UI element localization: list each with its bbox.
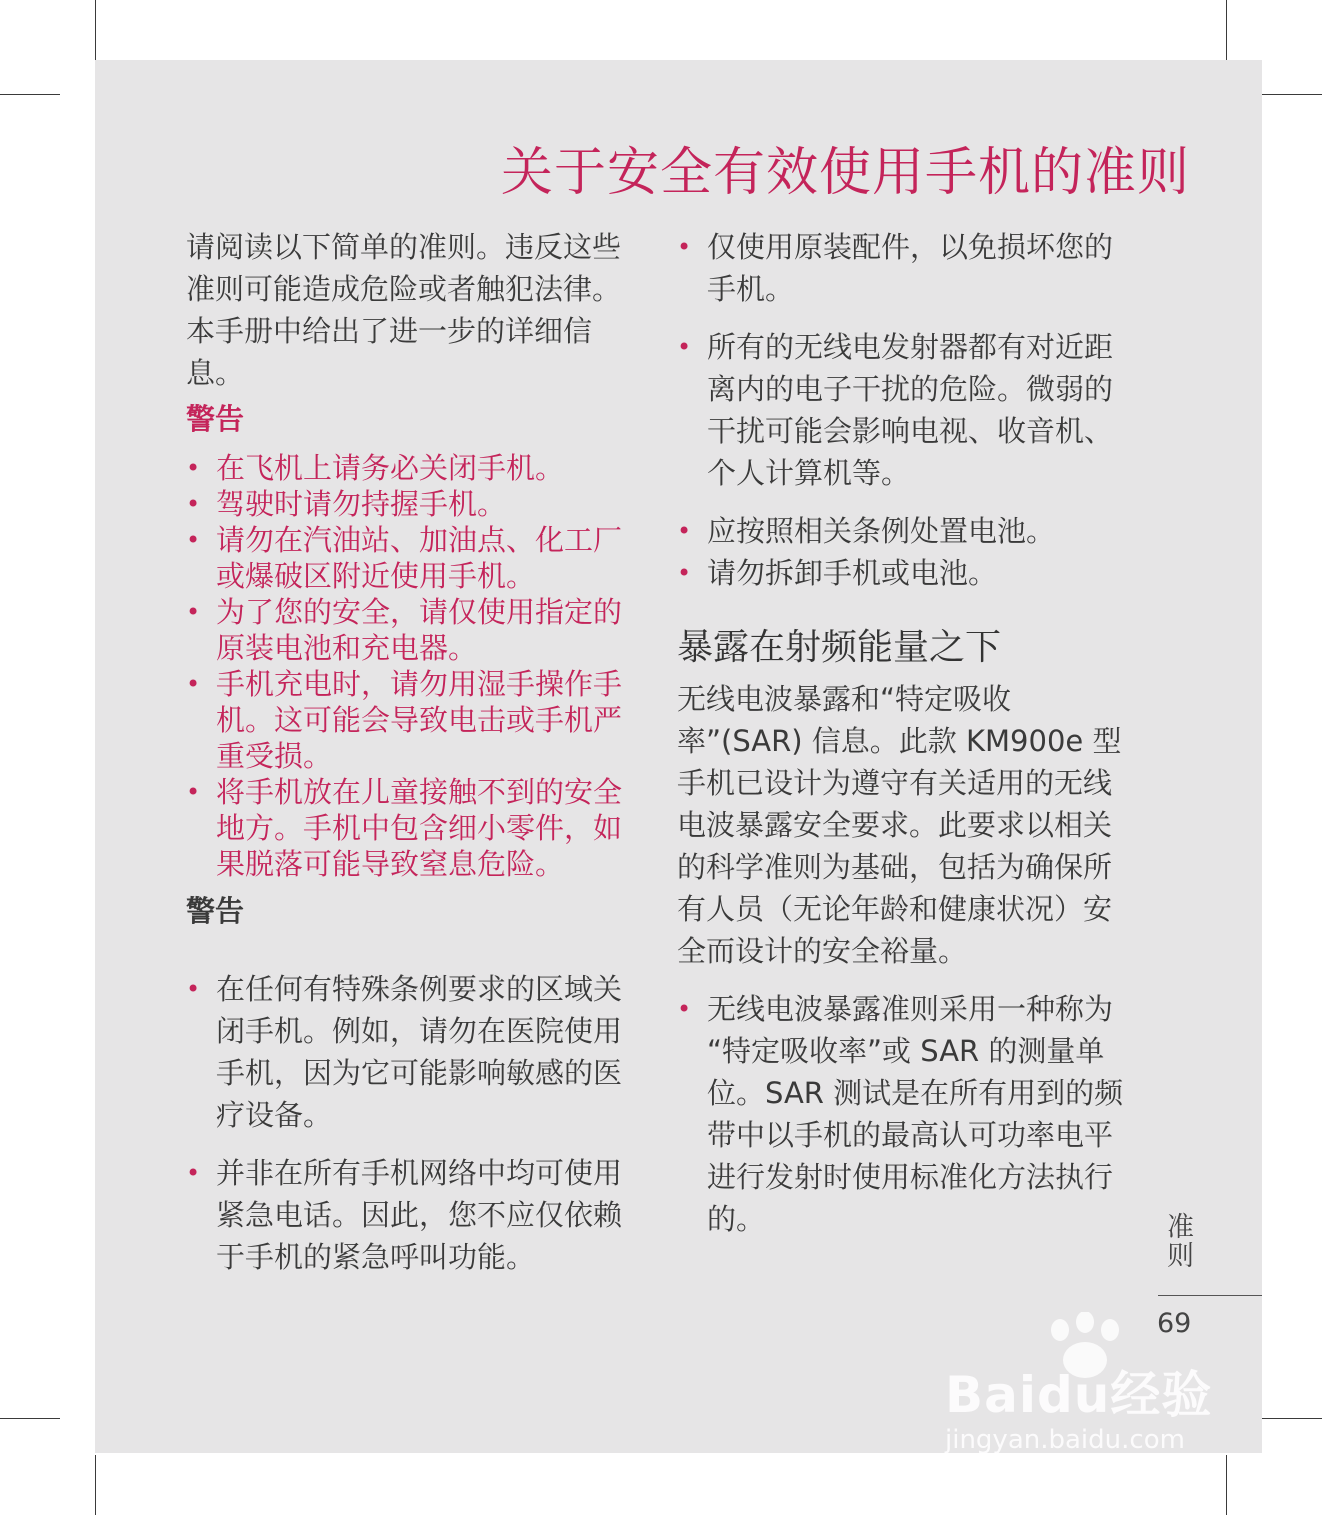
list-item: • 将手机放在儿童接触不到的安全地方。手机中包含细小零件，如果脱落可能导致窒息危险。: [186, 775, 623, 881]
bullet-icon: •: [186, 490, 201, 518]
list-item: • 所有的无线电发射器都有对近距离内的电子干扰的危险。微弱的干扰可能会影响电视、收音机、个人计算机等。: [677, 326, 1127, 494]
crop-mark: [1262, 94, 1322, 95]
bullet-icon: •: [186, 670, 201, 698]
list-item: • 应按照相关条例处置电池。: [677, 510, 1127, 552]
rf-list: [677, 988, 1127, 1240]
list-item: • 并非在所有手机网络中均可使用紧急电话。因此，您不应仅依赖于手机的紧急呼叫功能。: [186, 1152, 641, 1278]
bullet-icon: •: [186, 598, 201, 626]
list-item: • 手机充电时，请勿用湿手操作手机。这可能会导致电击或手机严重受损。: [186, 667, 623, 773]
crop-mark: [1226, 0, 1227, 60]
bullet-icon: •: [677, 233, 692, 261]
watermark-logo: Baidu经验: [945, 1366, 1213, 1424]
crop-mark: [0, 1418, 60, 1419]
page-number: 69: [1157, 1308, 1192, 1339]
crop-mark: [0, 94, 60, 95]
rf-paragraph: 无线电波暴露和“特定吸收率”(SAR) 信息。此款 KM900e 型手机已设计为遵守有关适用的无线电波暴露安全要求。此要求以相关的科学准则为基础，包括为确保所有人员（无论年龄和健康状况）安全而设计的安全裕量。: [677, 682, 1122, 968]
page-title: 关于安全有效使用手机的准则: [500, 143, 1190, 203]
bullet-icon: •: [186, 1159, 201, 1187]
list-item: • 请勿在汽油站、加油点、化工厂或爆破区附近使用手机。: [186, 523, 623, 593]
warning-heading: 警告: [186, 402, 245, 436]
list-item: • 为了您的安全，请仅使用指定的原装电池和充电器。: [186, 595, 623, 665]
chapter-label: 准则: [1162, 1212, 1193, 1270]
bullet-icon: •: [186, 778, 201, 806]
left-column: [186, 226, 641, 1294]
intro-paragraph: 请阅读以下简单的准则。违反这些准则可能造成危险或者触犯法律。本手册中给出了进一步的详细信息。: [186, 230, 622, 390]
list-item: • 在任何有特殊条例要求的区域关闭手机。例如，请勿在医院使用手机，因为它可能影响敏感的医疗设备。: [186, 968, 641, 1136]
crop-mark: [1226, 1455, 1227, 1515]
bullet-icon: •: [186, 526, 201, 554]
list-item: • 在飞机上请务必关闭手机。: [186, 451, 565, 485]
list-item: • 无线电波暴露准则采用一种称为 “特定吸收率”或 SAR 的测量单位。SAR 测试是在所有用到的频带中以手机的最高认可功率电平进行发射时使用标准化方法执行的。: [677, 988, 1127, 1240]
bullet-icon: •: [186, 454, 201, 482]
bullet-icon: •: [677, 517, 692, 545]
section-title: 暴露在射频能量之下: [677, 627, 1002, 668]
list-item: • 仅使用原装配件，以免损坏您的手机。: [677, 226, 1127, 310]
watermark-url: jingyan.baidu.com: [945, 1425, 1185, 1455]
warning-heading: 警告: [186, 894, 245, 928]
bullet-icon: •: [186, 975, 201, 1003]
warning-list: [186, 968, 641, 1278]
divider: [1158, 1295, 1262, 1296]
list-item: • 驾驶时请勿持握手机。: [186, 487, 507, 521]
crop-mark: [95, 1455, 96, 1515]
crop-mark: [1262, 1418, 1322, 1419]
crop-mark: [95, 0, 96, 60]
bullet-icon: •: [677, 333, 692, 361]
bullet-icon: •: [677, 559, 692, 587]
right-column: [677, 226, 1127, 1256]
warning-list: [186, 450, 641, 882]
list-item: • 请勿拆卸手机或电池。: [677, 552, 1127, 594]
bullet-icon: •: [677, 995, 692, 1023]
guideline-list: [677, 226, 1127, 594]
